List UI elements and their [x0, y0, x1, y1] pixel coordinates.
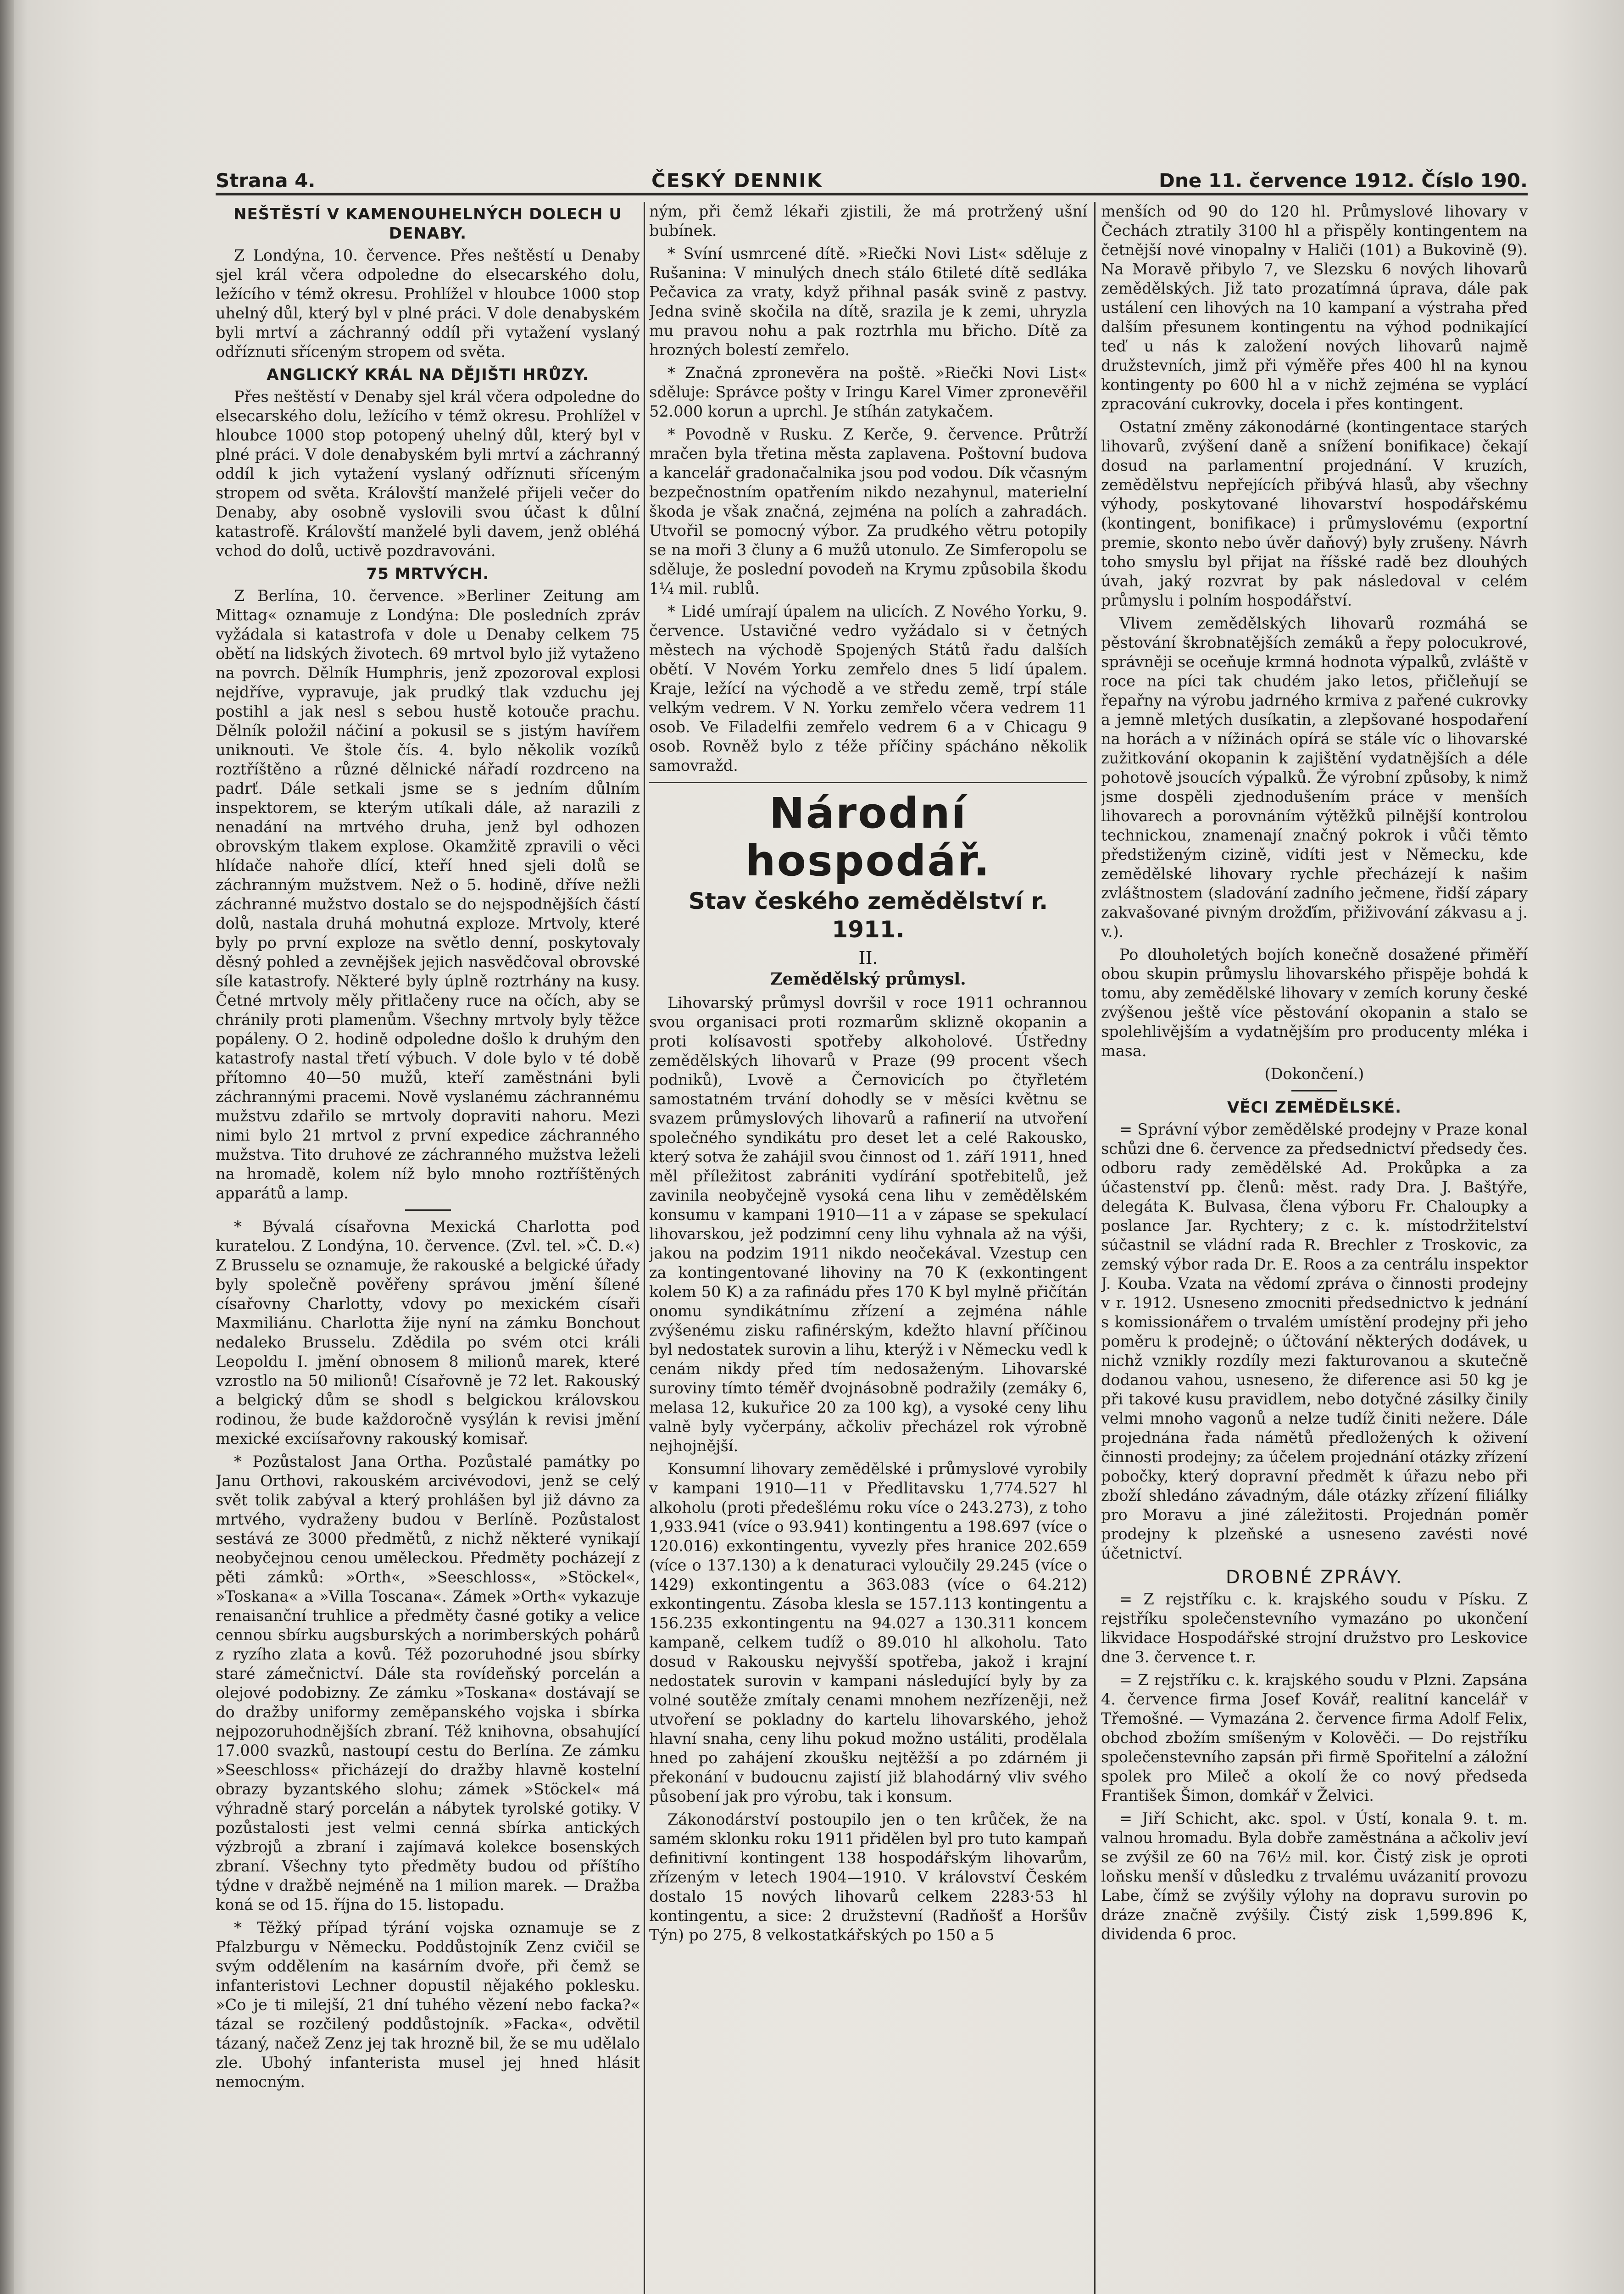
article-lihovarsky-7: Po dlouholetých bojích konečně dosažené přiměří obou skupin průmyslu lihovarského přispěje bohdá k tomu, aby zemědělské lihovary v zemích koruny české zvýšenou ještě více pěstování okopanin a stalo se spolehlivějším a vydatnějším pro producenty mléka i masa. — [1101, 946, 1528, 1060]
column-1 — [216, 202, 640, 2294]
section-rule — [649, 782, 1087, 783]
section-title-narodni-hospodar: Národní hospodář. — [745, 789, 991, 885]
article-orth: * Pozůstalost Jana Ortha. Pozůstalé památky po Janu Orthovi, rakouském arcivévodovi, jenž se celý svět tolik zabýval a který prohlášen byl již dávno za mrtvého, vydraženy budou v Berlíně. Pozůstalost sestává ze 3000 předmětů, z nichž některé vynikají neobyčejnou cenou uměleckou. Předměty pocházejí z pěti zámků: »Orth«, »Seeschloss«, »Stöckel«, »Toskana« a »Villa Toscana«. Zámek »Orth« vykazuje renaisanční truhlice a předměty časné gotiky a velice cennou sbírku augsburských a norimberských pohárů z ryzího zlata a kovů. Též pozoruhodné jsou sbírky staré zámečnictví. Dále sta rovídeňský porcelán a olejové podobizny. Ze zámku »Toskana« dostávají se do dražby uniformy zeměpanského vojska i sbírka nejpozoruhodnějších zbraní. Též knihovna, obsahující 17.000 svazků, nastoupí cestu do Berlína. Ze zámku »Seeschloss« přicházejí do dražby hlavně kostelní obrazy byzantského slohu; zámek »Stöckel« má výhradně starý porcelán a nábytek tyrolské gotiky. V pozůstalosti jest velmi cenná sbírka antických výzbrojů a zbraní i zajímavá kolekce bosenských zbraní. Všechny tyto předměty budou od příštího týdne v dražbě nejméně na 1 milion marek. — Dražba koná se od 15. října do 15. listopadu. — [216, 1453, 640, 1914]
column-3 — [1101, 202, 1528, 2294]
article-denaby: Z Londýna, 10. července. Přes neštěstí u Denaby sjel král včera odpoledne do elsecarského dolu, ležícího v témž okresu. Prohlížel v hloubce 1000 stop uhelný důl, který byl v plné práci. V dole denabyském byli mrtví a záchranný oddíl při vytažení vyslaný odříznuti sříceným stropem od světa. — [216, 246, 640, 361]
article-75-dead: Z Berlína, 10. července. »Berliner Zeitung am Mittag« oznamuje z Londýna: Dle posledních zpráv vyžádala si katastrofa v dole u Denaby celkem 75 obětí na lidských životech. 69 mrtvol bylo již vytaženo na povrch. Dělník Humphris, jenž zpozoroval explosi nejdříve, vypravuje, jak prudký tlak vzduchu jej postihl a jak nesl s sebou hustě kotouče prachu. Dělník položil náčiní a pokusil se s jistým havířem uniknouti. Ve štole čís. 4. bylo několik vozíků roztříštěno a různé dělnické nářadí rozdrceno na padrť. Dále setkali jsme se s jedním důlním inspektorem, se kterým utíkali dále, až narazili z nenadání na mrtvého druha, jenž byl odhozen obrovským tlakem explose. Okamžitě zpravili o věci hlídače nahoře dlící, kteří hned sjeli dolů se záchranným mužstvem. Než o 5. hodině, dříve nežli záchranné mužstvo dostalo se do nejspodnějších částí dolů, nastala druhá mohutná exploze. Mrtvoly, které byly po první exploze na světlo denní, poskytovaly děsný pohled a zevnějšek jejich nasvědčoval obrovské síle katastrofy. Některé byly úplně roztrhány na kusy. Četné mrtvoly měly přitlačeny ruce na očích, aby se chránily proti plamenům. Všechny mrtvoly byly těžce popáleny. O 2. hodině odpoledne došlo k druhým den katastrofy nastal třetí výbuch. V dole bylo v té době přítomno 40—50 mužů, kteří zaměstnáni byli záchrannými pracemi. Nově vyslanému záchrannému mužstvu zdařilo se mrtvoly dopraviti nahoru. Mezi nimi bylo 21 mrtvol z první expedice záchranného mužstva. Tito druhové ze záchranného mužstva leželi na hromadě, kolem níž bylo mnoho roztříštěných apparátů a lamp. — [216, 587, 640, 1202]
article-zpronevera: * Značná zpronevěra na poště. »Riečki Novi List« sděluje: Správce pošty v Iringu Karel Vimer zpronevěřil 52.000 korun a uprchl. Je stíhán zatykačem. — [649, 364, 1087, 420]
article-povodne: * Povodně v Rusku. Z Kerče, 9. července. Průtrží mračen byla třetina města zaplavena. Poštovní budova a kancelář gradonačalnika jsou pod vodou. Dík včasným bezpečnostním opatřením nikdo nezahynul, materielní škoda je však značná, zejména na polích a zahradách. Utvořil se pomocný výbor. Za prudkého větru potopily se na moři 3 čluny a 6 mužů utonulo. Ze Simferopolu se sděluje, že poslední povodeň na Krymu způsobila škodu 1¼ mil. rublů. — [649, 425, 1087, 597]
issue-date: Dne 11. července 1912. Číslo 190. — [1159, 169, 1528, 192]
article-lihovarsky-6: Vlivem zemědělských lihovarů rozmáhá se pěstování škrobnatějších zemáků a řepy polocukrové, správněji se oceňuje krmná hodnota výpalků, zvláště v roce na píci tak chudém jako letos, přičleňují se řepařny na výrobu jadrného krmiva z pařené cukrovky a jemně mletých dusíkatin, a zlepšované hospodaření na horách a v nížinách opírá se stále víc o lihovarské zužitkování okopanin k zajištění vydatnějších a déle pohotově jsoucích výpalků. Že výrobní způsoby, k nimž jsme dospěli zjednodušením práce v menších lihovarech a porovnáním výtěžků pilnější kontrolou technickou, znamenají značný pokrok i vůči těmto předstiženým cizině, vidíti jest v Německu, kde zemědělské lihovary rychle přecházejí k našim zvláštnostem (sladování zadního ječmene, řidší zápary zakvašované pivným drožďím, přiživování zákvasu a j. v.). — [1101, 614, 1528, 941]
page-header — [216, 161, 1528, 192]
separator — [405, 1209, 451, 1211]
headline-75-dead: 75 MRTVÝCH. — [366, 565, 489, 583]
headline-drobne-zpravy: DROBNÉ ZPRÁVY. — [1225, 1567, 1403, 1588]
article-charlotta: * Bývalá císařovna Mexická Charlotta pod kuratelou. Z Londýna, 10. července. (Zvl. tel. »Č. D.«) Z Brusselu se oznamuje, že rakouské a belgické úřady byly společně pověřeny správou jmění šílené císařovny Charlotty, vdovy po mexickém císaři Maxmiliánu. Charlotta žije nyní na zámku Bonchout nedaleko Brusselu. Zdědila po svém otci králi Leopoldu I. jmění obnosem 8 milionů marek, které vzrostlo na 50 milionů! Císařovně je 72 let. Rakouský a belgický dům se shodl s belgickou královskou rodinou, že bude každoročně vysýlán k revisi jmění mexické exciísařovny rakouský komisař. — [216, 1218, 640, 1448]
column-rule-1 — [644, 202, 645, 2294]
article-upal: * Lidé umírají úpalem na ulicích. Z Nového Yorku, 9. července. Ustavičné vedro vyžádalo si v četných městech na východě Spojených Států řadu dalších obětí. V Novém Yorku zemřelo dnes 5 lidí úpalem. Kraje, ležící na východě a ve středu země, trpí stále velkým vedrem. V N. Yorku zemřelo včera vedrem 11 osob. Ve Filadelfii zemřelo vedrem 6 a v Chicagu 9 osob. Rovněž bylo z téže příčiny spácháno několik samovražd. — [649, 602, 1087, 774]
article-lihovarsky-2: Konsumní lihovary zemědělské i průmyslové vyrobily v kampani 1910—11 v Předlitavsku 1,774.527 hl alkoholu (proti předešlému roku více o 243.273), z toho 1,933.941 (více o 93.941) kontingentu a 198.697 (více o 120.016) exkontingentu, vyvezly přes hranice 202.659 (více o 137.130) a k denaturaci vyloučily 29.245 (více o 1429) exkontingentu a 363.083 (více o 64.212) exkontingentu. Zásoba klesla se 157.113 kontingentu a 156.235 exkontingentu na 94.027 a 130.311 koncem kampaně, celkem tudíž o 89.010 hl alkoholu. Tato dosud v Rakousku nejvyšší spotřeba, jakož i krajní nedostatek surovin v kampani následující byly by za volné soutěže zmítaly cenami mnohem nezřízeněji, než utvoření se pokladny do kartelu lihovarského, jehož hlavní snaha, ceny lihu pokud možno ustáliti, prodělala hned po zahájení zkoušku nejtěžší a po zdárném ji překonání v budoucnu zajistí již blahodárný vliv svého působení jak pro výrobu, tak i konsum. — [649, 1460, 1087, 1805]
column-rule-2 — [1094, 202, 1096, 2294]
article-svine: * Svíní usmrcené dítě. »Riečki Novi List« sděluje z Rušanina: V minulých dnech stálo 6tileté dítě sedláka Pečavica za vraty, když přihnal pasák svině z pastvy. Jedna svině skočila na dítě, srazila je k zemi, uhryzla mu pravou nohu a pak roztrhla mu břicho. Dítě za hrozných bolestí zemřelo. — [649, 245, 1087, 359]
section-subtitle: Stav českého zemědělství r. 1911. — [688, 888, 1048, 943]
article-tyrani-vojska: * Těžký případ týrání vojska oznamuje se z Pfalzburgu v Německu. Poddůstojník Zenz cvičil se svým oddělením na kasárním dvoře, při čemž se infanteristovi Lechner dopustil nějakého poklesku. »Co je ti milejší, 21 dní tuhého vězení nebo facka?« tázal se rozčilený poddůstojník. »Facka«, odvětil tázaný, načež Zenz jej tak hrozně bil, že se mu udělalo zle. Ubohý infanterista musel jej hned hlásit nemocným. — [216, 1919, 640, 2091]
header-rule — [216, 193, 1528, 195]
headline-king: ANGLICKÝ KRÁL NA DĚJIŠTI HRŮZY. — [267, 366, 589, 384]
subsection-title: Zemědělský průmysl. — [770, 969, 966, 989]
newspaper-title: ČESKÝ DENNIK — [651, 169, 823, 192]
separator — [1291, 1090, 1337, 1091]
article-lihovarsky-3: Zákonodárství postoupilo jen o ten krůček, že na samém sklonku roku 1911 přidělen byl pro tuto kampaň definitivní kontingent 138 hospodářským lihovarům, zřízeným v letech 1904—1910. V království Českém dostalo 15 nových lihovarů celkem 2283·53 hl kontingentu, a sice: 2 družstevní (Radňošť a Horšův Týn) po 275, 8 velkostatkářských po 150 a 5 — [649, 1810, 1087, 1944]
continued-note: (Dokončení.) — [1264, 1065, 1364, 1083]
headline-veci-zemedelske: VĚCI ZEMĚDĚLSKÉ. — [1227, 1098, 1402, 1117]
article-schicht: = Jiří Schicht, akc. spol. v Ústí, konala 9. t. m. valnou hromadu. Byla dobře zaměstnána a ačkoliv jeví se zvýšil ze 60 na 76½ mil. kor. Čistý zisk je oproti loňsku menší v důsledku z trvalému uvázanití provozu Labe, čímž se zvýšily výlohy na dopravu surovin po dráze značně zvýšily. Čistý zisk 1,599.896 K, dividenda 6 proc. — [1101, 1810, 1528, 1943]
page-number: Strana 4. — [216, 169, 316, 192]
headline-denaby: NEŠTĚSTÍ V KAMENOUHELNÝCH DOLECH U DENABY. — [234, 205, 622, 243]
article-continuation: ným, při čemž lékaři zjistili, že má protržený ušní bubínek. — [649, 202, 1087, 239]
article-plzen: = Z rejstříku c. k. krajského soudu v Plzni. Zapsána 4. července firma Josef Kovář, realitní kancelář v Třemošné. — Vymazána 2. července firma Adolf Felix, obchod zbožím smíšeným v Kolověči. — Do rejstříku společenstevního zapsán při firmě Spořitelní a záložní spolek pro Mileč a okolí že co nový předseda František Šimon, domkář v Želvici. — [1101, 1671, 1528, 1804]
article-lihovarsky-4: menších od 90 do 120 hl. Průmyslové lihovary v Čechách ztratily 3100 hl a přispěly kontingentem na četnější nové vinopalny v Haliči (101) a Bukovině (9). Na Moravě přibylo 7, ve Slezsku 6 nových lihovarů zemědělských. Již tato prozatímná úprava, dále pak ustálení cen lihových na 10 kampaní a výstraha před dalším přesunem kontingentu na výhod podnikající teď u nás k založení nových lihovarů najmě družstevních, jimž při výměře přes 400 hl na kynou kontingenty po 600 hl a v nichž zejména se vyplácí zpracování cukrovky, docela i přes kontingent. — [1101, 202, 1528, 413]
article-king: Přes neštěstí v Denaby sjel král včera odpoledne do elsecarského dolu, ležícího v témž okresu. Prohlížel v hloubce 1000 stop potopený uhelný důl, který byl v plné práci. V dole denabyském byli mrtví a záchranný oddíl k jich vytažení vyslaný odříznuti sříceným stropem od světa. Královští manželé přijeli večer do Denaby, aby osobně vyslovili svou účast k důlní katastrofě. Královští manželé byli davem, jenž obléhá vchod do dolů, uctivě pozdravováni. — [216, 388, 640, 560]
part-number: II. — [858, 948, 878, 968]
article-spravni-vybor: = Správní výbor zemědělské prodejny v Praze konal schůzi dne 6. července za předsednictví předsedy čes. odboru rady zemědělské Ad. Prokůpka a za účastenství pp. členů: měst. rady Dra. J. Baštýře, delegáta K. Bulvasa, člena výboru Fr. Chaloupky a poslance Jar. Rychtery; z c. k. místodržitelství súčastnil se vládní rada R. Brechler z Troskovic, za zemský výbor rada Dr. E. Roos a za centrálu inspektor J. Kouba. Vzata na vědomí zpráva o činnosti prodejny v r. 1912. Usneseno zmocniti předsednictvo k jednání s komissionářem o trvalém umístění prodejny při jeho poměru k prodejně; o účtování některých dodávek, u nichž vznikly rozdíly mezi fakturovanou a skutečně dodanou vahou, usneseno, že diference asi 50 kg je při takové kusu pravidlem, nebo dotyčné zásilky činily velmi mnoho vagonů a nelze tudíž činiti nežere. Dále projednána řada námětů předložených k oživení činnosti prodejny; za účelem projednání otázky zřízení pobočky, který dopravní předmět k úřazu nebo při zboží shledáno závadným, dále otázky zřízení filiálky pro Moravu a jiné záležitosti. Projednán poměr prodejny k plzeňské a usneseno zavésti nové účetnictví. — [1101, 1120, 1528, 1562]
column-2 — [649, 202, 1087, 2294]
article-lihovarsky-1: Lihovarský průmysl dovršil v roce 1911 ochrannou svou organisaci proti rozmarům sklizně okopanin a proti kolísavosti spotřeby alkoholové. Ústředny zemědělských lihovarů v Praze (99 procent všech podniků), Lvově a Černovicích po čtyřletém samostatném trvání dohodly se v měsíci květnu se svazem průmyslových lihovarů a rafinerií na utvoření společného syndikátu pro deset let a celé Rakousko, který sotva že zahájil svou činnost od 1. září 1911, hned měl příležitost zabrániti vydírání spotřebitelů, jež zavinila neobyčejně vysoká cena lihu v zemědělském konsumu v kampani 1910—11 a v zápase se spekulací lihovarskou, jež podzimní ceny lihu vyhnala až na výši, jakou na podzim 1911 nikdo neočekával. Vzestup cen za kontingentované lihoviny na 70 K (exkontingent kolem 50 K) a za rafinádu přes 170 K byl mylně přičítán onomu syndikátnímu zřízení a zejména náhle zvýšenému zisku rafinérským, kdežto hlavní příčinou byl nedostatek surovin a lihu, kterýž i v Německu vedl k cenám nikdy před tím nedosaženým. Lihovarské suroviny tímto téměř dvojnásobně podražily (zemáky 6, melasa 12, kukuřice 20 za 100 kg), a vysoké ceny lihu valně byly vyčerpány, ačkoliv přecházel rok výrobně nejhojnější. — [649, 994, 1087, 1455]
article-lihovarsky-5: Ostatní změny zákonodárné (kontingentace starých lihovarů, zvýšení daně a snížení bonifikace) čekají dosud na parlamentní projednání. V kruzích, zemědělstvu nepřejících přibývá hlasů, aby všechny výhody, poskytované lihovarství hospodářskému (kontingent, bonifikace) i průmyslovému (exportní premie, skonto nebo úvěr daňový) byly zrušeny. Návrh toho smyslu byl přijat na říšské radě bez dlouhých úvah, jaký rozvrat by pak následoval v celém průmyslu i polním hospodářství. — [1101, 418, 1528, 609]
scan-edge — [0, 0, 14, 2294]
article-pisek: = Z rejstříku c. k. krajského soudu v Písku. Z rejstříku společenstevního vymazáno po ukončení likvidace Hospodářské strojní družstvo pro Leskovice dne 3. července t. r. — [1101, 1590, 1528, 1666]
